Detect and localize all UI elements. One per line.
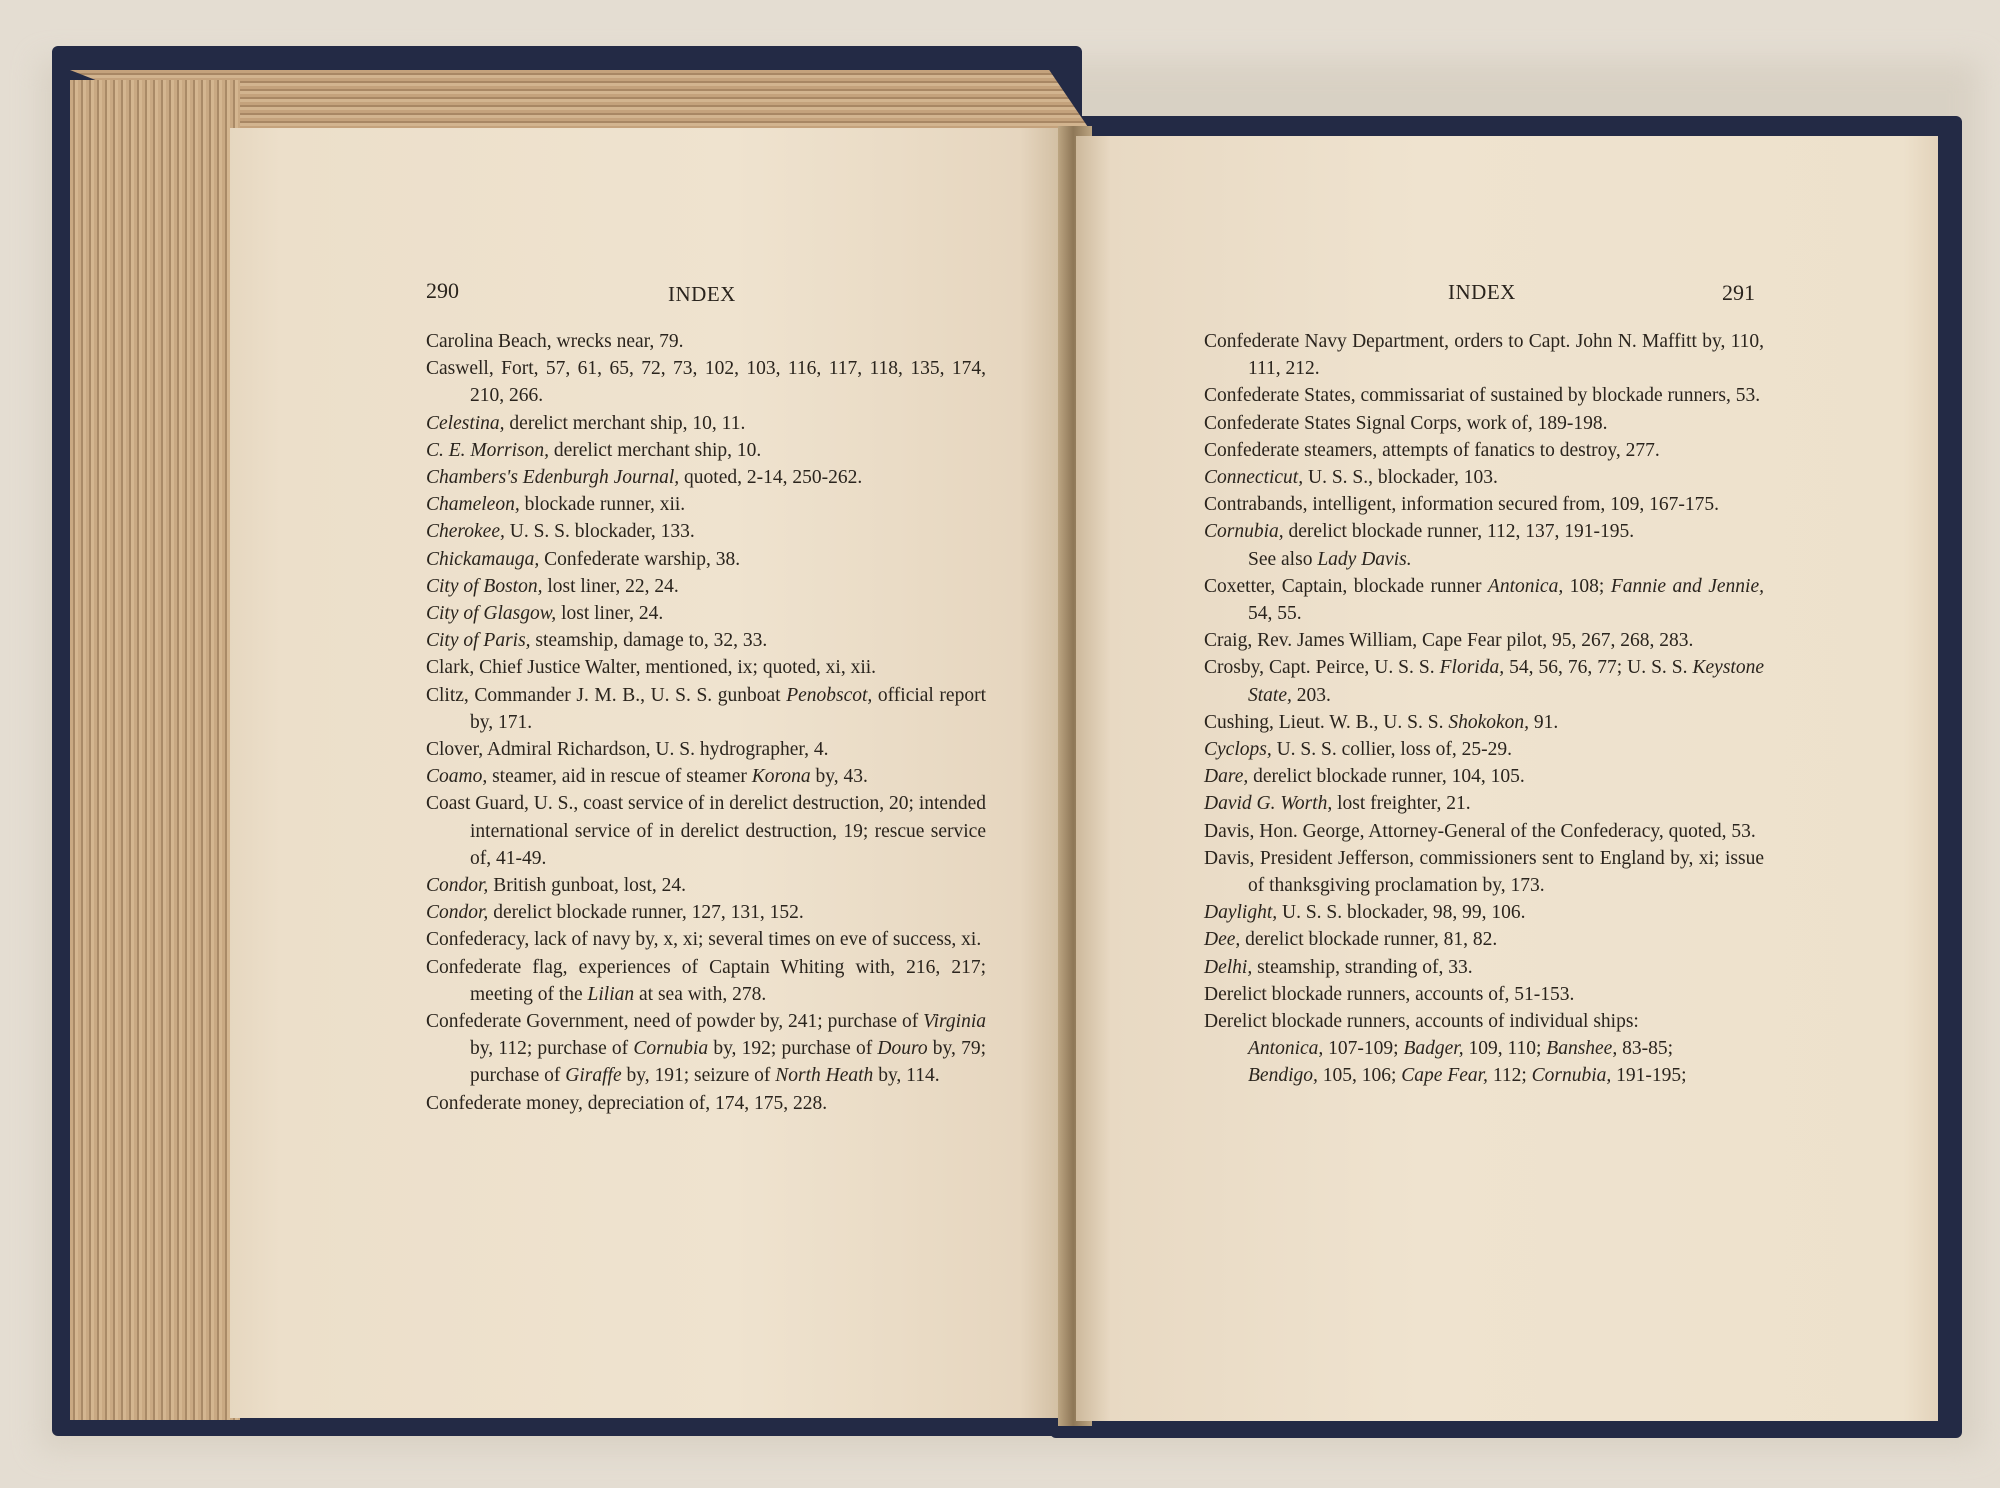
index-entry: Confederate steamers, attempts of fanatics to destroy, 277. (1204, 439, 1660, 461)
index-entry: Derelict blockade runners, accounts of individual ships: (1204, 1011, 1639, 1033)
index-entry: David G. Worth, lost freighter, 21. (1204, 793, 1471, 815)
index-entry: Condor, British gunboat, lost, 24. (426, 875, 687, 897)
index-entry: Cornubia, derelict blockade runner, 112, 137, 191-195. (1204, 521, 1635, 543)
see-also-entry: See also Lady Davis. (1248, 548, 1412, 570)
index-entry: Dee, derelict blockade runner, 81, 82. (1204, 929, 1498, 951)
index-entry: Cherokee, U. S. S. blockader, 133. (426, 521, 695, 543)
index-entry: Connecticut, U. S. S., blockader, 103. (1204, 467, 1498, 489)
index-entry: Confederate States Signal Corps, work of, 189-198. (1204, 412, 1608, 434)
left-page (230, 128, 1070, 1418)
index-entry: Chickamauga, Confederate warship, 38. (426, 548, 741, 570)
index-subentry: Bendigo, 105, 106; Cape Fear, 112; Cornubia, 191-195; (1248, 1065, 1687, 1087)
index-subentry: Antonica, 107-109; Badger, 109, 110; Banshee, 83-85; (1248, 1038, 1674, 1060)
index-entry: Cushing, Lieut. W. B., U. S. S. Shokokon, 91. (1204, 711, 1559, 733)
index-entry: Daylight, U. S. S. blockader, 98, 99, 106. (1204, 902, 1526, 924)
right-page (1076, 136, 1938, 1421)
index-entry: Coxetter, Captain, blockade runner Antonica, 108; Fannie and Jennie, 54, 55. (1204, 575, 1764, 625)
index-entry: Clitz, Commander J. M. B., U. S. S. gunboat Penobscot, official report by, 171. (426, 684, 986, 733)
index-entry: Coamo, steamer, aid in rescue of steamer Korona by, 43. (426, 766, 868, 788)
index-entry: Craig, Rev. James William, Cape Fear pilot, 95, 267, 268, 283. (1204, 630, 1694, 652)
index-column (426, 328, 986, 1117)
index-entry: Chambers's Edenburgh Journal, quoted, 2-14, 250-262. (426, 467, 863, 489)
running-header: INDEX (668, 282, 736, 306)
index-entry: City of Paris, steamship, damage to, 32, 33. (426, 630, 768, 652)
index-entry: Confederate flag, experiences of Captain Whiting with, 216, 217; meeting of the Lilian at sea with, 278. (426, 956, 986, 1005)
page-number: 291 (1722, 280, 1755, 305)
index-entry: Confederate money, depreciation of, 174, 175, 228. (426, 1092, 828, 1114)
index-entry: Confederate Government, need of powder by, 241; purchase of Virginia by, 112; purchase of Cornubia by, 192; purchase of Douro by, 79; purchase of Giraffe by, 191; seizure of North Heath by, 114. (426, 1011, 986, 1087)
index-entry: Dare, derelict blockade runner, 104, 105. (1204, 766, 1525, 788)
index-entry: Condor, derelict blockade runner, 127, 131, 152. (426, 902, 804, 924)
index-entry: Confederacy, lack of navy by, x, xi; several times on eve of success, xi. (426, 929, 982, 951)
index-column (1204, 328, 1764, 1090)
index-entry: Chameleon, blockade runner, xii. (426, 494, 686, 516)
index-entry: Derelict blockade runners, accounts of, 51-153. (1204, 983, 1575, 1005)
index-entry: C. E. Morrison, derelict merchant ship, 10. (426, 439, 762, 461)
index-entry: Celestina, derelict merchant ship, 10, 11. (426, 412, 746, 434)
index-entry: Coast Guard, U. S., coast service of in derelict destruction, 20; intended international service of in derelict destruction, 19; rescue service of, 41-49. (426, 793, 986, 869)
index-entry: Davis, Hon. George, Attorney-General of the Confederacy, quoted, 53. (1204, 820, 1756, 842)
index-entry: Caswell, Fort, 57, 61, 65, 72, 73, 102, 103, 116, 117, 118, 135, 174, 210, 266. (426, 358, 986, 407)
index-entry: Carolina Beach, wrecks near, 79. (426, 331, 684, 352)
index-entry: Confederate Navy Department, orders to Capt. John N. Maffitt by, 110, 111, 212. (1204, 331, 1764, 380)
running-header: INDEX (1448, 280, 1516, 304)
index-entry: Delhi, steamship, stranding of, 33. (1204, 956, 1473, 978)
index-entry: City of Boston, lost liner, 22, 24. (426, 575, 679, 597)
index-entry: City of Glasgow, lost liner, 24. (426, 603, 664, 625)
index-entry: Confederate States, commissariat of sustained by blockade runners, 53. (1204, 385, 1761, 407)
page-number: 290 (426, 278, 459, 303)
index-entry: Davis, President Jefferson, commissioners sent to England by, xi; issue of thanksgiving proclamation by, 173. (1204, 847, 1764, 897)
index-entry: Contrabands, intelligent, information secured from, 109, 167-175. (1204, 494, 1720, 516)
index-entry: Crosby, Capt. Peirce, U. S. S. Florida, 54, 56, 76, 77; U. S. S. Keystone State, 203. (1204, 657, 1764, 706)
index-entry: Clark, Chief Justice Walter, mentioned, ix; quoted, xi, xii. (426, 657, 877, 679)
page-edges-left (70, 80, 240, 1420)
index-entry: Cyclops, U. S. S. collier, loss of, 25-29. (1204, 739, 1512, 761)
index-entry: Clover, Admiral Richardson, U. S. hydrographer, 4. (426, 739, 829, 761)
